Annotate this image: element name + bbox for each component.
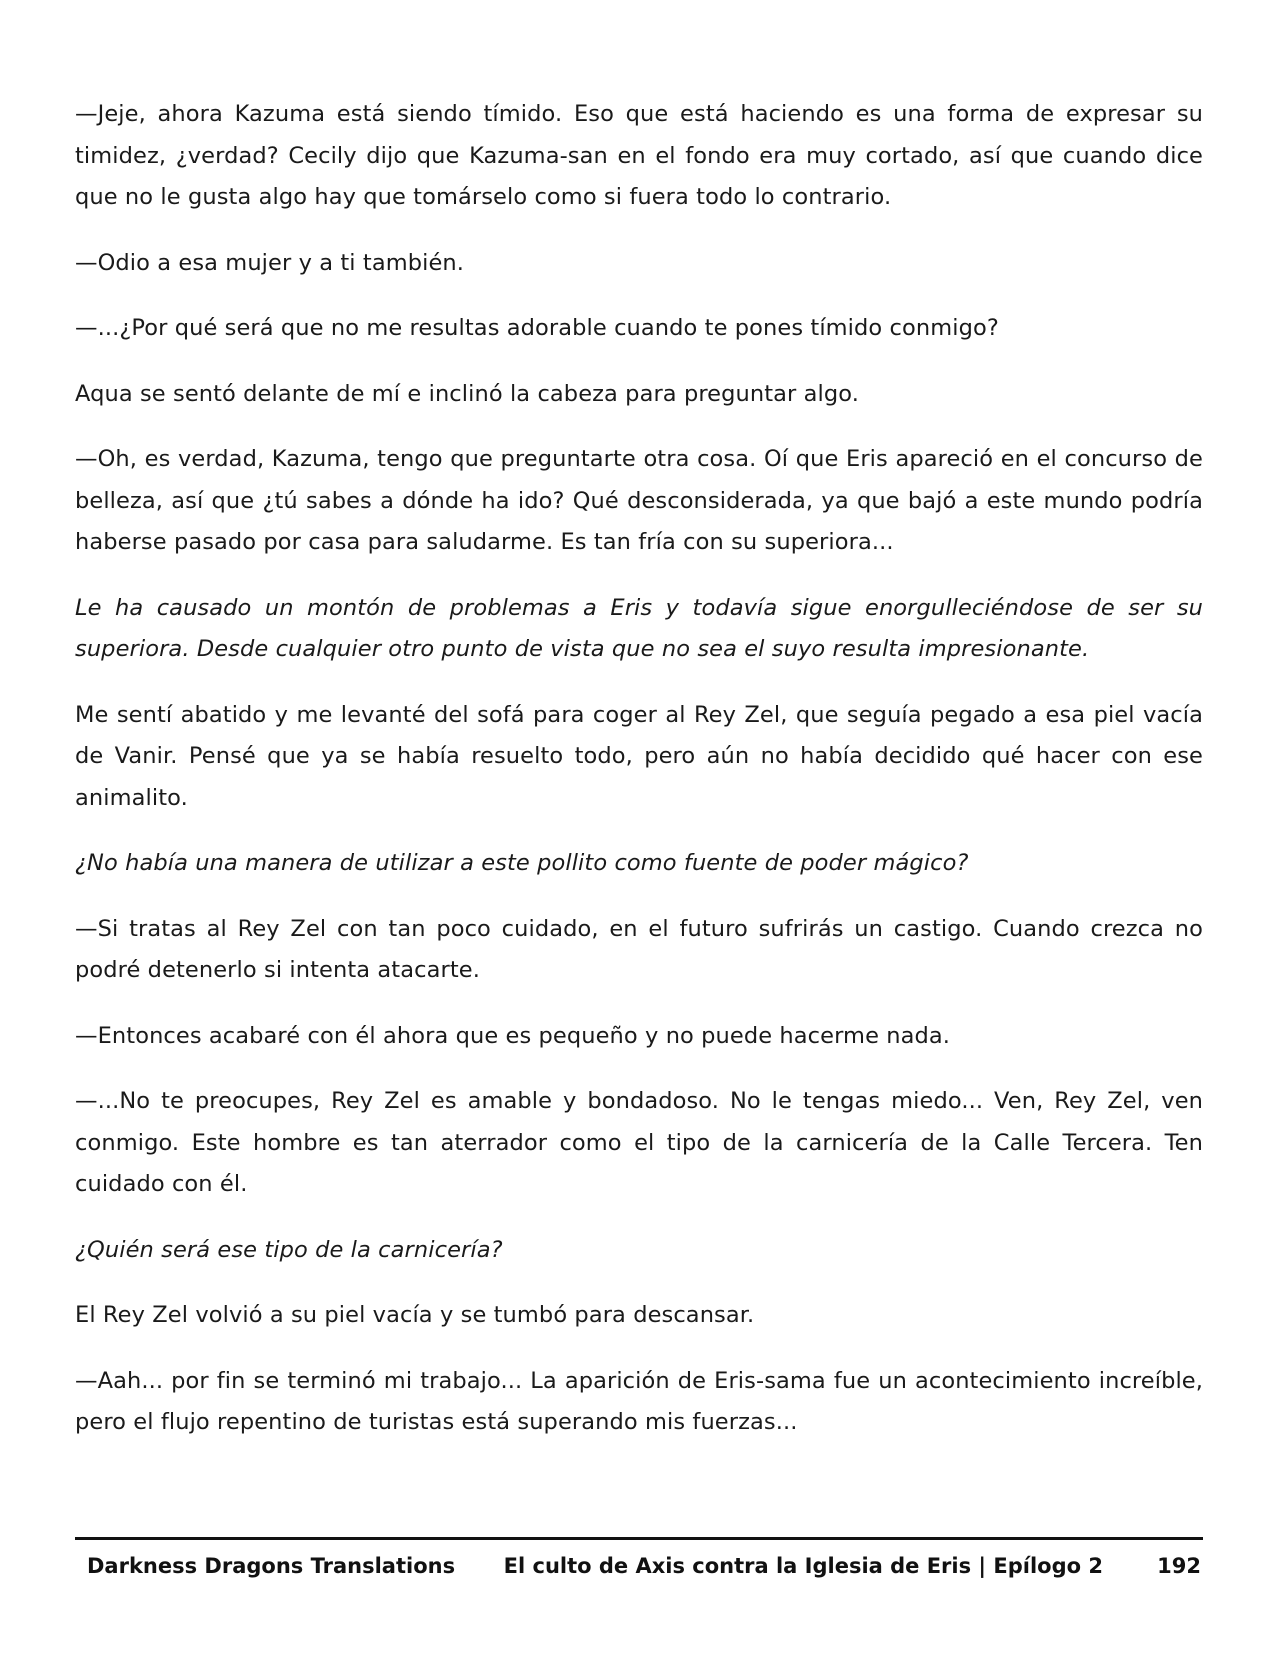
paragraph-9: —Si tratas al Rey Zel con tan poco cuidado, en el futuro sufrirás un castigo. Cuando crezca no podré detenerlo si intenta atacarte. [75,915,1203,983]
footer-chapter-title: El culto de Axis contra la Iglesia de Eris | Epílogo 2 [503,1554,1103,1578]
page-footer [75,1548,1203,1584]
paragraph-6-thought: Le ha causado un montón de problemas a Eris y todavía sigue enorgulleciéndose de ser su superiora. Desde cualquier otro punto de vista que no sea el suyo resulta impresionante. [75,594,1203,662]
footer-translator-credit: Darkness Dragons Translations [87,1554,456,1578]
paragraph-7: Me sentí abatido y me levanté del sofá para coger al Rey Zel, que seguía pegado a esa piel vacía de Vanir. Pensé que ya se había resuelto todo, pero aún no había decidido qué hacer con ese animalito. [75,701,1203,811]
footer-page-number: 192 [1157,1554,1201,1578]
paragraph-5: —Oh, es verdad, Kazuma, tengo que preguntarte otra cosa. Oí que Eris apareció en el concurso de belleza, así que ¿tú sabes a dónde ha ido? Qué desconsiderada, ya que bajó a este mundo podría haberse pasado por casa para saludarme. Es tan fría con su superiora... [75,446,1203,555]
paragraph-3: —...¿Por qué será que no me resultas adorable cuando te pones tímido conmigo? [75,315,999,341]
page-body [75,94,1203,1468]
paragraph-13: El Rey Zel volvió a su piel vacía y se tumbó para descansar. [75,1302,755,1328]
paragraph-11: —...No te preocupes, Rey Zel es amable y bondadoso. No le tengas miedo... Ven, Rey Zel, ven conmigo. Este hombre es tan aterrador como el tipo de la carnicería de la Calle Tercera. Ten cuidado con él. [75,1088,1203,1197]
paragraph-1: —Jeje, ahora Kazuma está siendo tímido. Eso que está haciendo es una forma de expresar su timidez, ¿verdad? Cecily dijo que Kazuma-san en el fondo era muy cortado, así que cuando dice que no le gusta algo hay que tomárselo como si fuera todo lo contrario. [75,101,1203,210]
footer-divider [75,1537,1203,1540]
paragraph-10: —Entonces acabaré con él ahora que es pequeño y no puede hacerme nada. [75,1022,951,1049]
paragraph-8-thought: ¿No había una manera de utilizar a este pollito como fuente de poder mágico? [75,850,969,876]
paragraph-4: Aqua se sentó delante de mí e inclinó la cabeza para preguntar algo. [75,380,859,407]
paragraph-14: —Aah... por fin se terminó mi trabajo... La aparición de Eris-sama fue un acontecimiento increíble, pero el flujo repentino de turistas está superando mis fuerzas... [75,1367,1203,1435]
paragraph-2: —Odio a esa mujer y a ti también. [75,249,465,276]
paragraph-12-thought: ¿Quién será ese tipo de la carnicería? [75,1236,503,1263]
